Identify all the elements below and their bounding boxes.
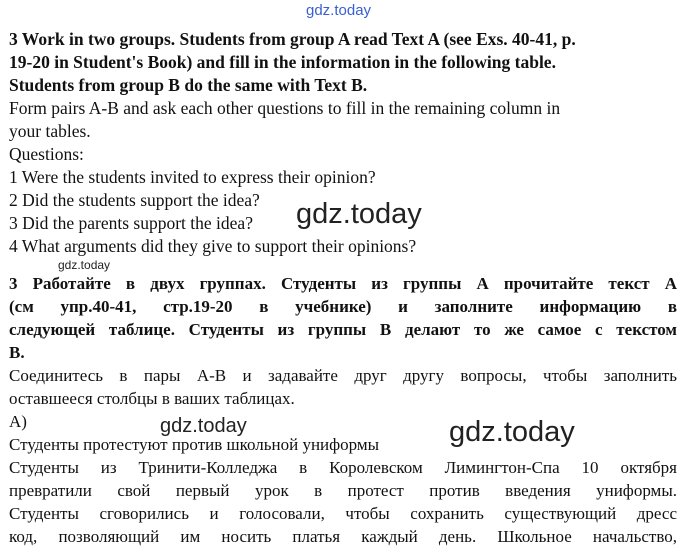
en-instruction-line-1: Form pairs A-B and ask each other questions to fill in the remaining column in bbox=[9, 98, 561, 118]
questions-label: Questions: bbox=[9, 144, 84, 164]
question-3: 3 Did the parents support the idea? bbox=[9, 213, 253, 233]
en-task-line-1: 3 Work in two groups. Students from group A read Text A (see Exs. 40-41, p. bbox=[9, 29, 576, 49]
ru-task-line-3: следующей таблице. Студенты из группы В делают то же самое с текстом bbox=[9, 320, 677, 339]
ru-instruction-line-1: Соединитесь в пары А-В и задавайте друг другу вопросы, чтобы заполнить bbox=[9, 366, 677, 385]
en-task-line-2: 19-20 in Student's Book) and fill in the information in the following table. bbox=[9, 52, 556, 72]
watermark-lower-large: gdz.today bbox=[449, 416, 575, 448]
watermark-top: gdz.today bbox=[306, 2, 372, 19]
ru-section-label: А) bbox=[9, 412, 27, 431]
ru-instruction-line-2: оставшееся столбцы в ваших таблицах. bbox=[9, 389, 295, 408]
ru-paragraph-line-2: превратили свой первый урок в протест против введения униформы. bbox=[9, 481, 677, 500]
ru-task-line-1: 3 Работайте в двух группах. Студенты из группы А прочитайте текст А bbox=[9, 274, 677, 293]
watermark-lower-medium: gdz.today bbox=[160, 415, 247, 437]
question-2: 2 Did the students support the idea? bbox=[9, 190, 260, 210]
en-instruction-line-2: your tables. bbox=[9, 121, 91, 141]
watermark-small: gdz.today bbox=[58, 258, 111, 272]
question-4: 4 What arguments did they give to support their opinions? bbox=[9, 236, 417, 256]
ru-task-line-4: В. bbox=[9, 343, 25, 362]
ru-paragraph-line-4: код, позволяющий им носить платья каждый день. Школьное начальство, bbox=[9, 527, 677, 546]
ru-paragraph-line-3: Студенты сговорились и голосовали, чтобы сохранить существующий дресс bbox=[9, 504, 677, 523]
en-task-line-3: Students from group B do the same with Text B. bbox=[9, 75, 368, 95]
ru-paragraph-line-1: Студенты из Тринити-Колледжа в Королевском Лимингтон-Спа 10 октября bbox=[9, 458, 677, 477]
ru-task-line-2: (см упр.40-41, стр.19-20 в учебнике) и заполните информацию в bbox=[9, 297, 677, 316]
watermark-mid-large: gdz.today bbox=[296, 198, 422, 230]
question-1: 1 Were the students invited to express their opinion? bbox=[9, 167, 376, 187]
ru-heading: Студенты протестуют против школьной униформы bbox=[9, 435, 380, 454]
